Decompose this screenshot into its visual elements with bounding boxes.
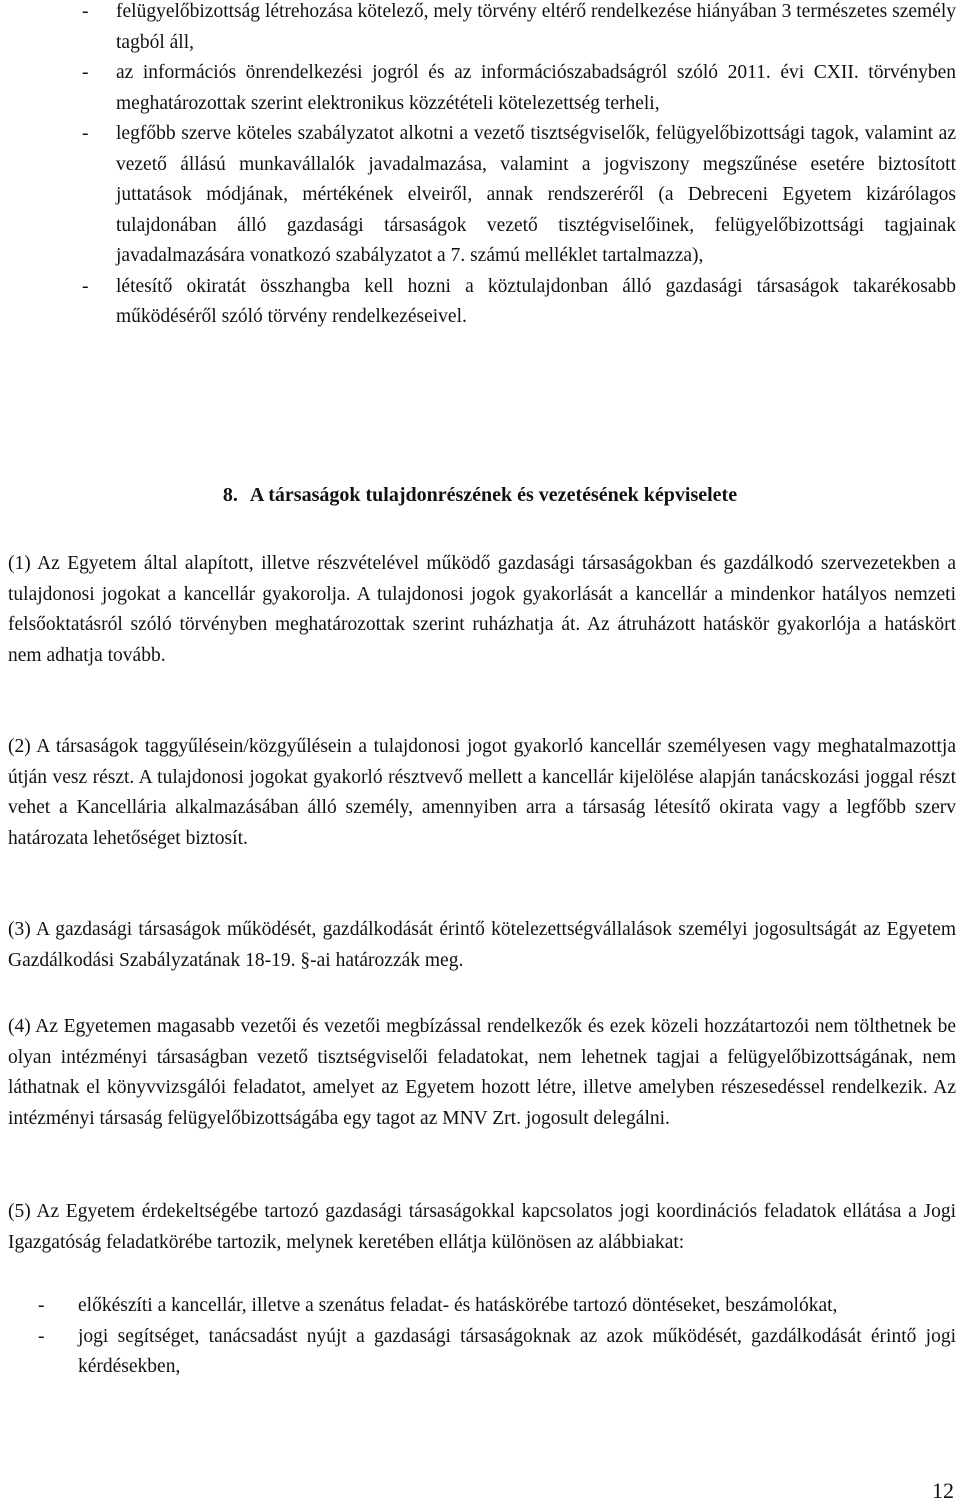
list-item — [0, 0, 960, 58]
paragraph-4: (4) Az Egyetemen magasabb vezetői és vezetői megbízással rendelkezők és ezek közeli hozzátartozói nem tölthetnek be olyan intézményi társaságban vezető tisztségviselői feladatokat, nem lehetnek tagjai a felügyelőbizottságának, nem láthatnak el könyvvizsgálói feladatot, amelyet az Egyetem hozott létre, illetve amelyben részesedéssel rendelkezik. Az intézményi társaság felügyelőbizottságába egy tagot az MNV Zrt. jogosult delegálni. — [8, 1016, 956, 1129]
list-item — [0, 1291, 960, 1322]
page-number: 12 — [932, 1478, 954, 1503]
paragraph-2: (2) A társaságok taggyűlésein/közgyűlésein a tulajdonosi jogot gyakorló kancellár személyesen vagy meghatalmazottja útján vesz részt. A tulajdonosi jogokat gyakorló résztvevő mellett a kancellár kijelölése alapján tanácskozási joggal részt vehet a Kancellária alkalmazásában álló személy, amennyiben arra a társaság létesítő okirata vagy a legfőbb szerv határozata lehetőséget biztosít. — [8, 736, 956, 849]
bullet-text: legfőbb szerve köteles szabályzatot alkotni a vezető tisztségviselők, felügyelőbizottsági tagok, valamint az vezető állású munkavállalók javadalmazása, valamint a jogviszony megszűnése esetére biztosított juttatások módjának, mértékének elveiről, annak rendszeréről (a Debreceni Egyetem kizárólagos tulajdonában álló gazdasági társaságok vezető tisztégviselőinek, felügyelőbizottsági tagjainak javadalmazására vonatkozó szabályzatot a 7. számú melléklet tartalmazza), — [116, 123, 956, 266]
list-item — [0, 1322, 960, 1383]
bottom-bullet-list — [0, 1291, 960, 1383]
paragraph-1: (1) Az Egyetem által alapított, illetve részvételével működő gazdasági társaságokban és gazdálkodó szervezetekben a tulajdonosi jogokat a kancellár gyakorolja. A tulajdonosi jogok gyakorlását a kancellár a mindenkor hatályos nemzeti felsőoktatásról szóló törvényben meghatározottak szerint ruházhatja át. Az átruházott hatáskör gyakorlója a hatáskört nem adhatja tovább. — [8, 553, 956, 666]
section-title: A társaságok tulajdonrészének és vezetésének képviselete — [249, 484, 738, 506]
bullet-dash: - — [38, 1295, 45, 1316]
bullet-text: létesítő okiratát összhangba kell hozni a köztulajdonban álló gazdasági társaságok takarékosabb működéséről szóló törvény rendelkezéseivel. — [116, 275, 956, 327]
bullet-text: az információs önrendelkezési jogról és az információszabadságról szóló 2011. évi CXII. törvényben meghatározottak szerint elektronikus közzétételi kötelezettség terheli, — [116, 62, 956, 114]
list-item — [0, 272, 960, 333]
section-number: 8. — [222, 484, 238, 506]
bullet-text: felügyelőbizottság létrehozása kötelező, mely törvény eltérő rendelkezése hiányában 3 természetes személy tagból áll, — [116, 1, 956, 53]
bullet-dash: - — [82, 62, 89, 83]
bullet-dash: - — [82, 1, 89, 22]
section-heading — [0, 480, 960, 511]
bullet-dash: - — [38, 1325, 45, 1347]
paragraph-5: (5) Az Egyetem érdekeltségébe tartozó gazdasági társaságokkal kapcsolatos jogi koordinációs feladatok ellátása a Jogi Igazgatóság feladatkörébe tartozik, melynek keretében ellátja különösen az alábbiakat: — [8, 1201, 956, 1253]
top-bullet-list — [0, 0, 960, 333]
bullet-dash: - — [82, 275, 89, 297]
list-item — [0, 58, 960, 119]
bullet-dash: - — [82, 123, 89, 144]
bullet-text: jogi segítséget, tanácsadást nyújt a gazdasági társaságoknak az azok működését, gazdálkodását érintő jogi kérdésekben, — [78, 1325, 956, 1377]
list-item — [0, 119, 960, 272]
paragraph-3: (3) A gazdasági társaságok működését, gazdálkodását érintő kötelezettségvállalások személyi jogosultságát az Egyetem Gazdálkodási Szabályzatának 18-19. §-ai határozzák meg. — [8, 919, 956, 971]
bullet-text: előkészíti a kancellár, illetve a szenátus feladat- és hatáskörébe tartozó döntéseket, beszámolókat, — [78, 1295, 838, 1316]
